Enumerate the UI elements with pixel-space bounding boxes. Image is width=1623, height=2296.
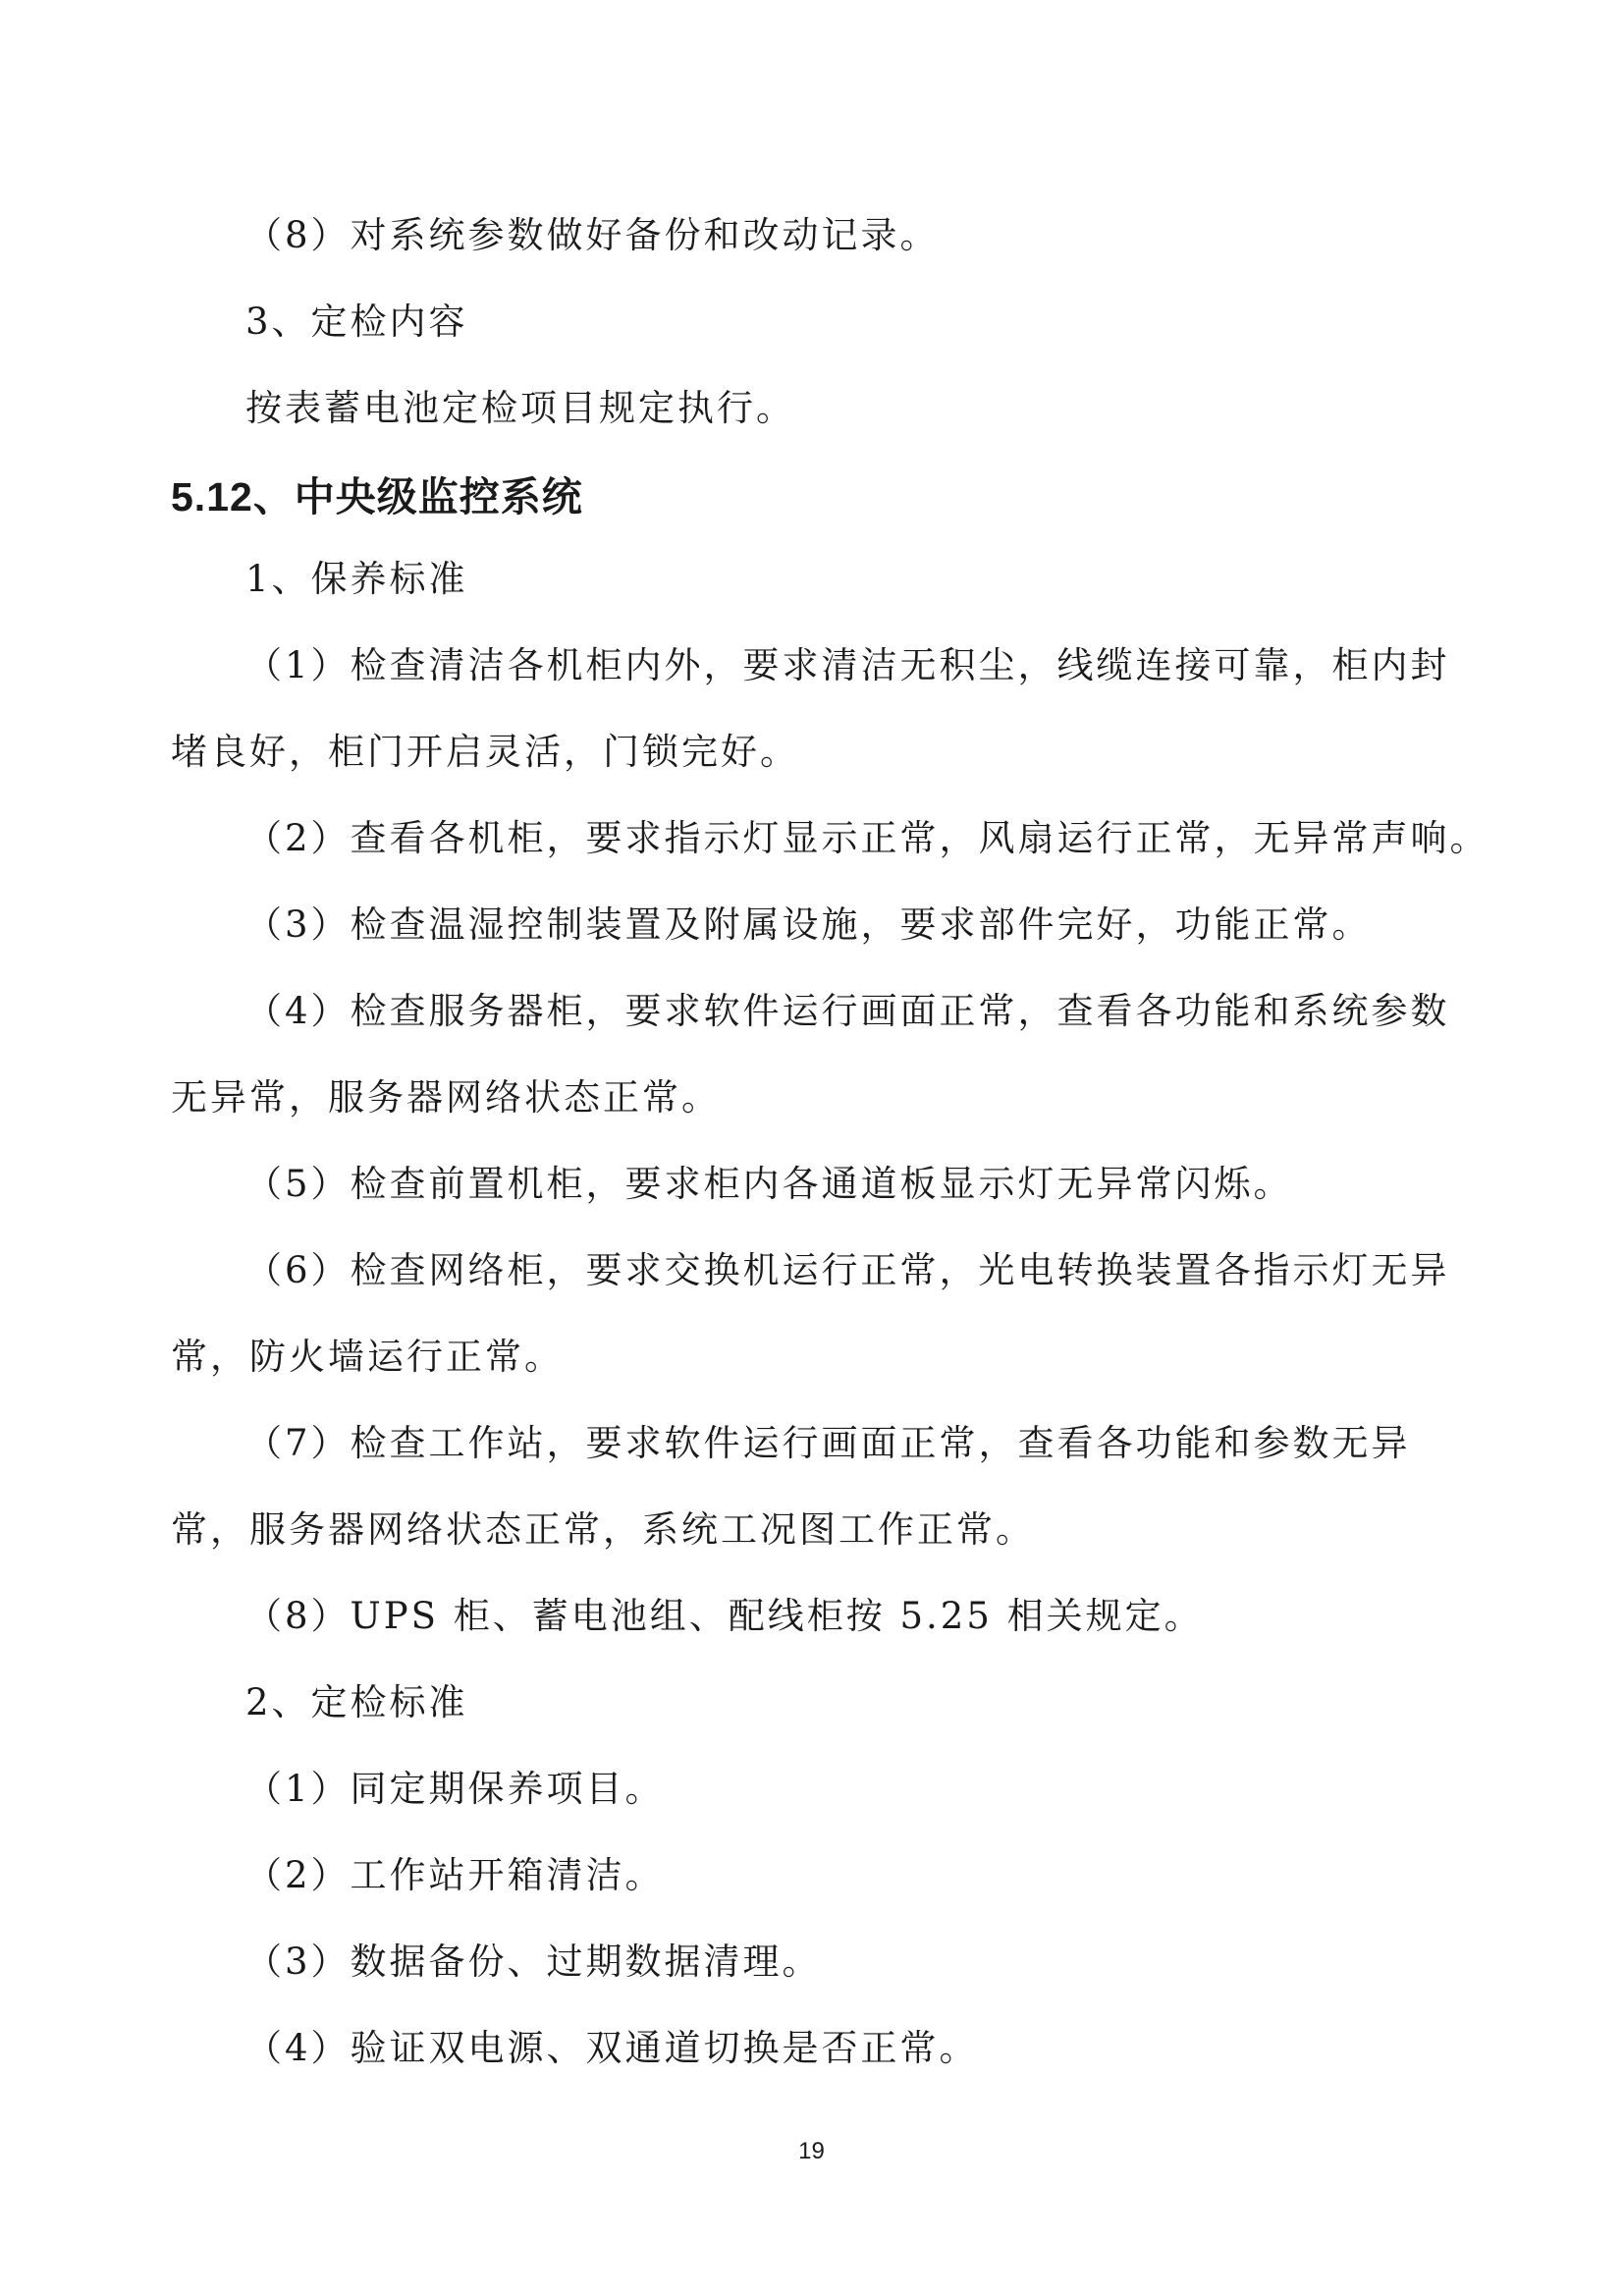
- inspection-item-4: （4）验证双电源、双通道切换是否正常。: [245, 2027, 979, 2069]
- section-number: 5.12: [171, 474, 253, 519]
- inspection-item-3: （3）数据备份、过期数据清理。: [245, 1941, 822, 1983]
- maintenance-item-6: （6）检查网络柜，要求交换机运行正常，光电转换装置各指示灯无异常，防火墙运行正常。: [171, 1249, 1450, 1378]
- maintenance-item-4: （4）检查服务器柜，要求软件运行画面正常，查看各功能和系统参数无异常，服务器网络状态正常。: [171, 990, 1450, 1119]
- paragraph-prev-item-8: （8）对系统参数做好备份和改动记录。: [245, 214, 940, 256]
- maintenance-item-2: （2）查看各机柜，要求指示灯显示正常，风扇运行正常，无异常声响。: [245, 817, 1489, 859]
- paragraph-prev-heading-3: 3、定检内容: [245, 301, 468, 343]
- inspection-standard-title: 2、定检标准: [245, 1681, 468, 1723]
- maintenance-item-8: （8）UPS 柜、蓄电池组、配线柜按 5.25 相关规定。: [245, 1595, 1204, 1637]
- maintenance-item-3: （3）检查温湿控制装置及附属设施，要求部件完好，功能正常。: [245, 903, 1372, 946]
- maintenance-standard-title: 1、保养标准: [245, 558, 468, 600]
- maintenance-item-7: （7）检查工作站，要求软件运行画面正常，查看各功能和参数无异常，服务器网络状态正常，系统工况图工作正常。: [171, 1422, 1411, 1551]
- maintenance-item-1: （1）检查清洁各机柜内外，要求清洁无积尘，线缆连接可靠，柜内封堵良好，柜门开启灵活，门锁完好。: [171, 644, 1450, 773]
- section-title: 、中央级监控系统: [252, 473, 583, 520]
- inspection-item-2: （2）工作站开箱清洁。: [245, 1854, 665, 1896]
- maintenance-item-5: （5）检查前置机柜，要求柜内各通道板显示灯无异常闪烁。: [245, 1163, 1293, 1205]
- inspection-item-1: （1）同定期保养项目。: [245, 1768, 665, 1810]
- paragraph-prev-execute: 按表蓄电池定检项目规定执行。: [245, 387, 795, 429]
- section-heading: [171, 458, 583, 536]
- page-number: 19: [798, 2138, 825, 2164]
